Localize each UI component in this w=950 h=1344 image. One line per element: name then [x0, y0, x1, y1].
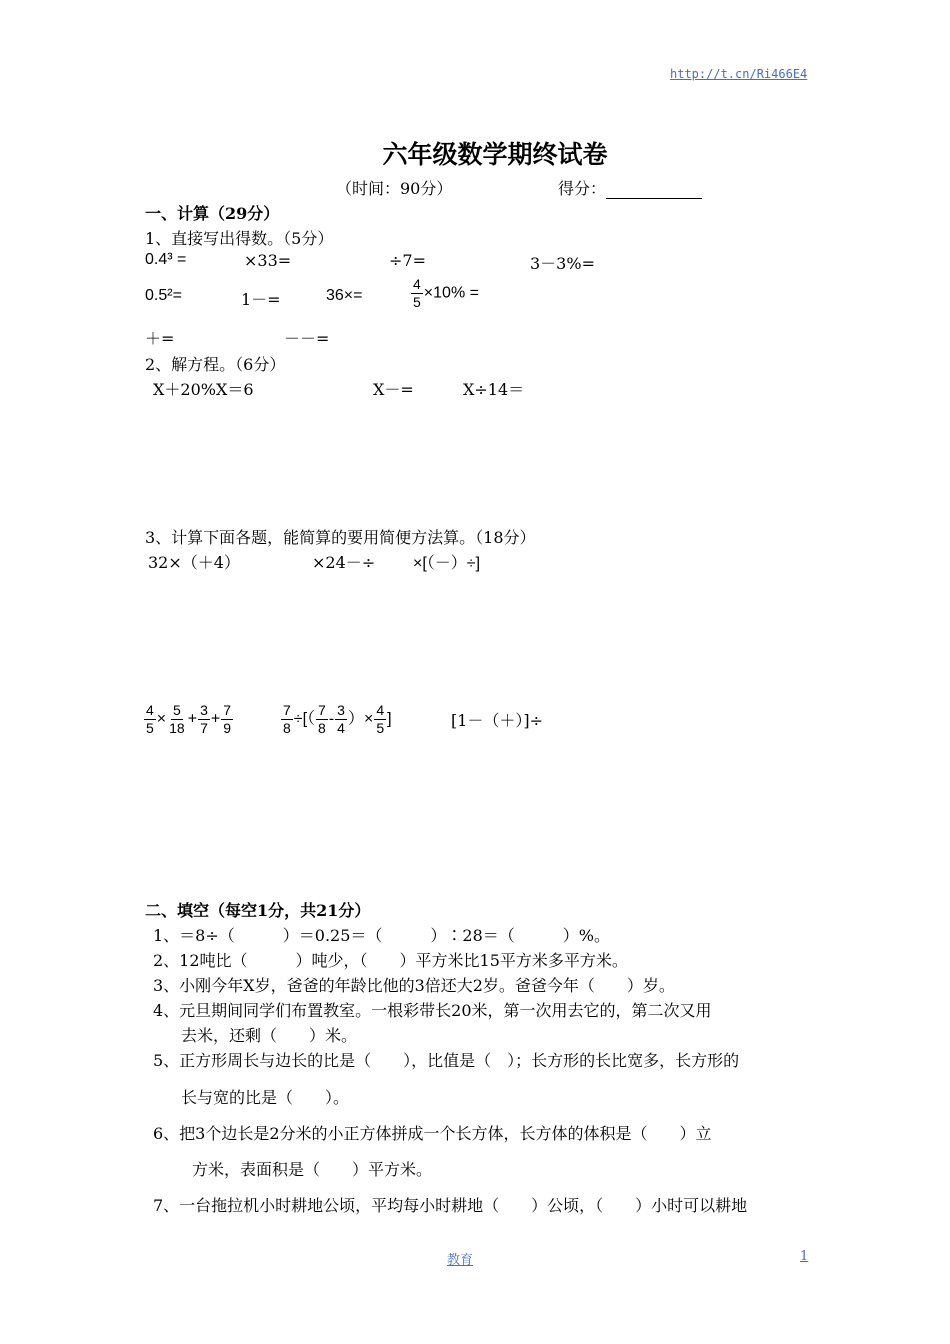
fraction-numerator: 3: [337, 702, 345, 718]
page-title: 六年级数学期终试卷: [382, 140, 608, 169]
q1-r1-item-4: 3－3%=: [530, 254, 595, 273]
operator: +: [187, 710, 198, 728]
fill-line-3: 3、小刚今年X岁，爸爸的年龄比他的3倍还大2岁。爸爸今年（ ）岁。: [153, 976, 675, 995]
operator: +: [210, 710, 221, 728]
fill-line-4-cont: 去米，还剩（ ）米。: [181, 1026, 358, 1045]
q1-r3-item-1: ＋=: [145, 329, 175, 348]
fraction: [374, 702, 386, 737]
fill-line-6-cont: 方米，表面积是（ ）平方米。: [192, 1160, 433, 1179]
fraction-denominator: 4: [337, 720, 345, 736]
fraction-denominator: 5: [413, 294, 421, 310]
fraction-numerator: 7: [318, 702, 326, 718]
fraction: [144, 702, 156, 737]
fill-line-5-cont: 长与宽的比是（ ）。: [181, 1088, 350, 1107]
section-1-heading: 一、计算（29分）: [145, 204, 280, 223]
fraction-denominator: 8: [283, 720, 291, 736]
fraction: [221, 702, 233, 737]
operator: ]: [387, 710, 392, 728]
fraction-denominator: 18: [169, 720, 185, 736]
operator: ×: [156, 710, 167, 728]
q1-r2-item-1: 0.5²=: [145, 287, 182, 304]
fraction: [167, 702, 187, 737]
score-field: [558, 176, 702, 199]
fraction-denominator: 5: [376, 720, 385, 736]
q3-r1-item-2: ×24－÷: [312, 553, 376, 572]
operator: -: [328, 710, 335, 728]
time-label: （时间：90分）: [336, 179, 453, 198]
header-link[interactable]: http://t.cn/Ri466E4: [670, 67, 808, 81]
q2-item-3: X÷14＝: [463, 380, 525, 399]
score-blank: [606, 180, 702, 199]
fraction-numerator: 7: [283, 702, 291, 718]
fraction-numerator: 3: [200, 702, 208, 718]
score-label: 得分：: [558, 179, 607, 198]
fraction-numerator: 4: [146, 702, 154, 718]
q3-r2-item-1: [143, 702, 234, 737]
fraction: [335, 702, 347, 737]
fill-line-7: 7、一台拖拉机小时耕地公顷，平均每小时耕地（ ）公顷，（ ）小时可以耕地: [153, 1196, 748, 1215]
fraction-denominator: 7: [200, 720, 208, 736]
q1-r1-item-2: ×33=: [244, 251, 292, 270]
q1-r2-item-2: 1－=: [241, 290, 281, 309]
q3-r1-item-1: 32×（＋4）: [148, 553, 240, 572]
q3-label: 3、计算下面各题，能简算的要用简便方法算。（18分）: [145, 528, 536, 547]
fill-line-6: 6、把3个边长是2分米的小正方体拼成一个长方体，长方体的体积是（ ）立: [153, 1124, 712, 1143]
q1-r2-item-3: 36×=: [326, 287, 363, 304]
q1-r1-item-1: 0.4³ =: [145, 251, 187, 268]
q1-r3-item-2: －－=: [284, 329, 330, 348]
operator: ÷[（: [293, 710, 316, 728]
fill-line-4: 4、元旦期间同学们布置教室。一根彩带长20米，第一次用去它的，第二次又用: [153, 1001, 712, 1020]
fraction: [198, 702, 210, 737]
fraction-numerator: 4: [413, 276, 421, 292]
fraction: [281, 702, 293, 737]
section-2-heading: 二、填空（每空1分，共21分）: [145, 901, 371, 920]
q1-r1-item-3: ÷7=: [389, 251, 426, 270]
fraction-denominator: 5: [146, 720, 154, 736]
q2-item-1: X＋20%X＝6: [153, 380, 254, 399]
fill-line-5: 5、正方形周长与边长的比是（ ），比值是（ ）；长方形的长比宽多，长方形的: [153, 1051, 740, 1070]
fraction: [411, 276, 423, 311]
fraction-denominator: 9: [223, 720, 231, 736]
q3-r1-item-3: ×[（－）÷]: [413, 555, 481, 572]
fill-line-2: 2、12吨比（ ）吨少，（ ）平方米比15平方米多平方米。: [153, 951, 628, 970]
footer-link[interactable]: 教育: [447, 1253, 474, 1268]
fraction-numerator: 5: [173, 702, 181, 718]
fraction-denominator: 8: [318, 720, 326, 736]
fraction-numerator: 4: [376, 702, 385, 718]
fraction-numerator: 7: [223, 702, 231, 718]
q1-label: 1、直接写出得数。（5分）: [145, 229, 334, 248]
q2-item-2: X－=: [373, 380, 414, 399]
q3-r2-item-3: [1－（＋）]÷: [451, 711, 544, 730]
page-number: 1: [800, 1249, 809, 1264]
q2-label: 2、解方程。（6分）: [145, 355, 286, 374]
q3-r2-item-2: [280, 702, 392, 737]
q1-r2-item-4: [410, 276, 479, 311]
operator: ）×: [347, 710, 374, 728]
q1-r2-item-4-text: ×10% =: [423, 284, 479, 302]
fraction: [316, 702, 328, 737]
fill-line-1: 1、＝8÷（ ）＝0.25＝（ ）∶28＝（ ）%。: [153, 926, 610, 945]
